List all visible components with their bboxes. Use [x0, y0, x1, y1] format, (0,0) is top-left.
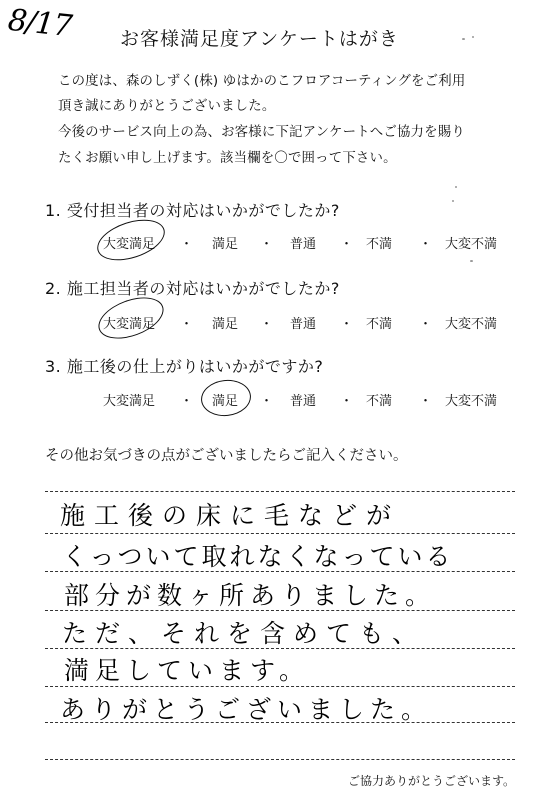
comments-prompt: その他お気づきの点がございましたらご記入ください。 [45, 448, 408, 464]
writing-line [45, 491, 515, 492]
option-separator: ・ [340, 394, 354, 409]
handwritten-comment-line-1: 施工後の床に毛などが [60, 501, 401, 530]
handwritten-date: 8/17 [6, 2, 74, 45]
handwritten-comment-line-2: くっついて取れなくなっている [62, 542, 454, 571]
intro-line-1: この度は、森のしずく(株) ゆはかのこフロアコーティングをご利用 [58, 74, 466, 89]
intro-line-4: たくお願い申し上げます。該当欄を〇で囲って下さい。 [58, 151, 397, 166]
page-title: お客様満足度アンケートはがき [120, 28, 399, 50]
q2-option-dissatisfied[interactable]: 不満 [366, 317, 393, 332]
option-separator: ・ [419, 394, 433, 409]
question-3-text: 3. 施工後の仕上がりはいかがですか? [45, 357, 324, 376]
q1-option-average[interactable]: 普通 [290, 237, 317, 252]
option-separator: ・ [260, 237, 274, 252]
scan-speck [462, 38, 465, 40]
q3-option-very-dissatisfied[interactable]: 大変不満 [445, 394, 498, 409]
intro-line-3: 今後のサービス向上の為、お客様に下記アンケートへご協力を賜り [58, 125, 465, 140]
q2-option-very-dissatisfied[interactable]: 大変不満 [445, 317, 498, 332]
q3-option-very-satisfied[interactable]: 大変満足 [103, 394, 156, 409]
option-separator: ・ [180, 394, 194, 409]
q2-option-satisfied[interactable]: 満足 [212, 317, 239, 332]
scan-speck [452, 200, 454, 202]
handwritten-comment-line-6: ありがとうございました。 [60, 695, 433, 724]
option-separator: ・ [180, 237, 194, 252]
handwritten-comment-line-5: 満足しています。 [64, 656, 311, 685]
handwritten-comment-line-4: ただ、それを含めても、 [62, 619, 426, 648]
footer-thanks: ご協力ありがとうございます。 [347, 774, 515, 788]
q1-option-satisfied[interactable]: 満足 [212, 237, 239, 252]
handwritten-comment-line-3: 部分が数ヶ所ありました。 [64, 581, 437, 610]
option-separator: ・ [260, 394, 274, 409]
option-separator: ・ [340, 317, 354, 332]
q2-option-average[interactable]: 普通 [290, 317, 317, 332]
option-separator: ・ [260, 317, 274, 332]
q3-option-dissatisfied[interactable]: 不満 [366, 394, 393, 409]
q1-option-very-dissatisfied[interactable]: 大変不満 [445, 237, 498, 252]
option-separator: ・ [180, 317, 194, 332]
scan-speck [470, 260, 473, 262]
q3-option-average[interactable]: 普通 [290, 394, 317, 409]
q2-option-very-satisfied[interactable]: 大変満足 [103, 317, 156, 332]
q1-option-very-satisfied[interactable]: 大変満足 [103, 237, 156, 252]
q3-option-satisfied[interactable]: 満足 [212, 394, 239, 409]
option-separator: ・ [419, 237, 433, 252]
scan-speck [472, 36, 474, 38]
question-1-text: 1. 受付担当者の対応はいかがでしたか? [45, 201, 340, 220]
scan-speck [455, 186, 457, 188]
q1-option-dissatisfied[interactable]: 不満 [366, 237, 393, 252]
option-separator: ・ [419, 317, 433, 332]
writing-line [45, 759, 515, 760]
writing-line [45, 533, 515, 534]
intro-line-2: 頂き誠にありがとうございました。 [58, 99, 276, 114]
option-separator: ・ [340, 237, 354, 252]
question-2-text: 2. 施工担当者の対応はいかがでしたか? [45, 279, 340, 298]
